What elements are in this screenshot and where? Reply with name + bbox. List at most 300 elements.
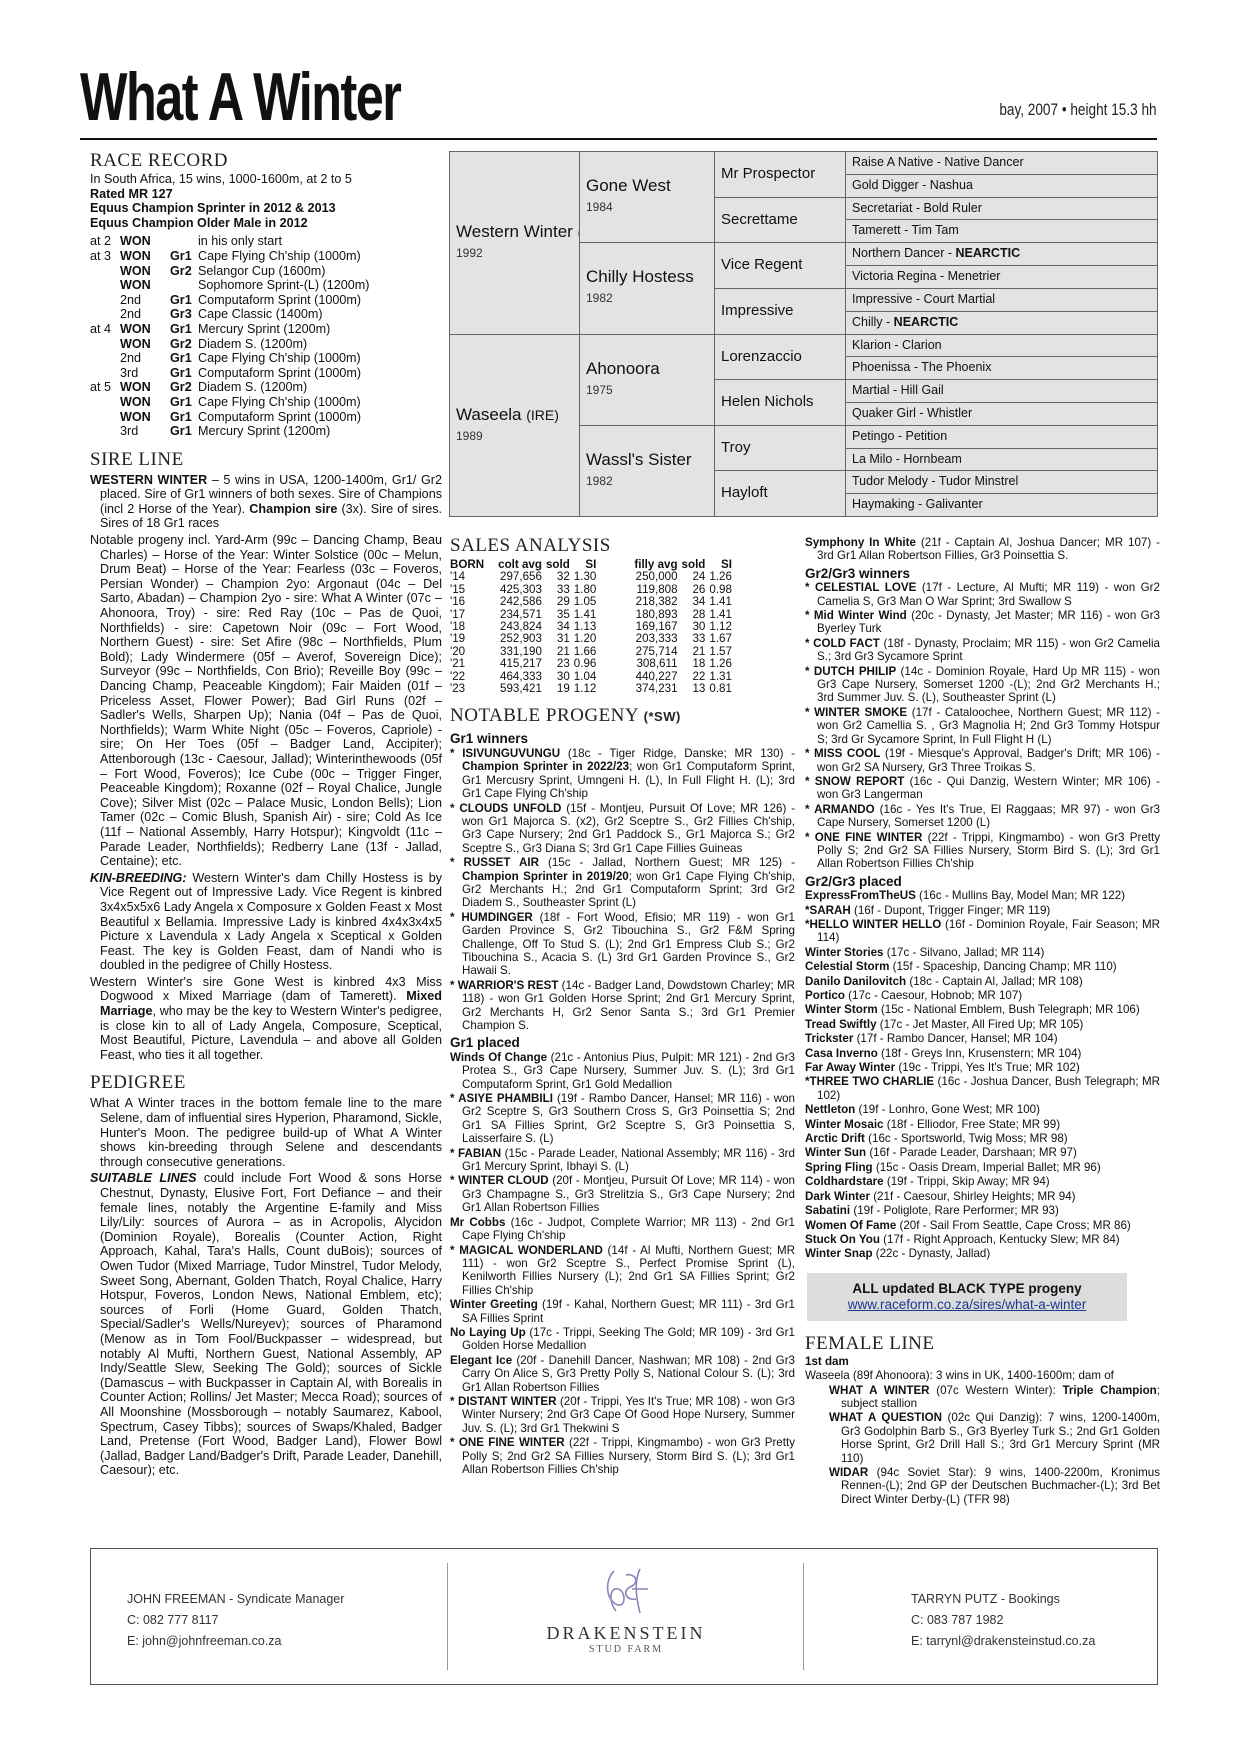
horse-cross: Raise A Native - Native Dancer xyxy=(852,155,1024,169)
horse-details: (19f - Trippi, Skip Away; MR 94) xyxy=(883,1175,1050,1189)
race-result: WON xyxy=(120,321,151,336)
horse-details: (19f - Miesque's Approval, Badger's Drift; MR 106) - won Gr2 SA Nursery, Gr3 Three Troikas S. xyxy=(817,747,1161,774)
race-age xyxy=(90,307,120,322)
race-name: Mercury Sprint (1200m) xyxy=(198,424,331,439)
horse-name: * WARRIOR'S REST xyxy=(450,978,559,992)
progeny-entry xyxy=(450,1092,795,1146)
horse-name: * ASIYE PHAMBILI xyxy=(450,1092,553,1106)
horse-cross: Gold Digger - Nashua xyxy=(852,177,973,192)
sales-cell: 28 xyxy=(692,607,706,621)
pedigree-g4 xyxy=(845,425,1158,449)
suitable-lines-paragraph: SUITABLE LINES could include Fort Wood & sons Horse Chestnut, Dynasty, Elusive Fort, Fort Defiance – and their female lines, notably the Argentine E-family and Miss Lily/Lily: sources of Aurora – as in Acropolis, Alycidon (Dominion Royale), Borealis (Counter Action, Right Approach, Kahal, Tara's Halls, Count duBois); sources of Owen Tudor (Mixed Marriage, Tudor Minstrel, Tudor Melody, Sweet Song, Abernant, Golden Thatch, Royal Chalice, Harry Hotspur, Foveros, London News, National Emblem, etc); sources of Forli (Home Guard, Golden Thatch, Special/Sadler's Wells/Nureyev); sources of Pharamond (Menow as in Tom Fool/Buckpasser – widespread, but notably Al Mufti, Northern Guest, National Assembly, AP Indy/Seattle Slew, Seeking The Gold); sources of Sickle (Damascus – with Buckpasser in Captain Al, with Borealis in Counter Action; Rollins/ Jet Master; Mecca Road); sources of All Moonshine (Mossborough – notably Saumarez, Kabool, Spectrum, Casey Tibbs); sources of Swaps/Khaled, Badger Land, Pretense (Fort Wood, Badger Land), Flower Bowl (Jallad, Badger Land/Badger's Drift, Parade Leader, Danehill, Caesour); etc. xyxy=(90,1171,442,1478)
horse-details: (16f - Parade Leader, Darshaan; MR 97) xyxy=(866,1146,1077,1160)
sales-cell: 21 xyxy=(556,644,570,658)
horse-details: (16c - Mullins Bay, Model Man; MR 122) xyxy=(915,889,1126,903)
horse-cross: La Milo - Hornbeam xyxy=(852,451,962,466)
sales-cell: 32 xyxy=(556,570,570,584)
contact-phone[interactable]: C: 083 787 1982 xyxy=(911,1613,1004,1627)
progeny-entry xyxy=(805,989,1160,1002)
contact-email[interactable]: E: john@johnfreeman.co.za xyxy=(127,1634,282,1648)
horse-honour: Triple Champion xyxy=(1062,1383,1157,1397)
horse-name: * COLD FACT xyxy=(805,636,880,650)
race-record-row xyxy=(90,380,374,395)
horse-name: WHAT A QUESTION xyxy=(829,1411,942,1425)
progeny-entry xyxy=(805,775,1160,802)
horse-country: (IRE) xyxy=(526,406,559,423)
progeny-entry xyxy=(805,1190,1160,1203)
sire-name: WESTERN WINTER xyxy=(90,472,208,487)
sales-cell: 31 xyxy=(556,632,570,646)
pedigree-g2 xyxy=(579,242,715,334)
progeny-entry xyxy=(805,946,1160,959)
progeny-entry xyxy=(805,1003,1160,1016)
race-grade: Gr3 xyxy=(170,307,192,322)
horse-name: Arctic Drift xyxy=(805,1132,865,1146)
progeny-entry xyxy=(829,1411,1160,1465)
horse-name: Stuck On You xyxy=(805,1232,880,1246)
race-result: 2nd xyxy=(120,292,142,307)
horse-cross: Tudor Melody - Tudor Minstrel xyxy=(852,474,1019,489)
sales-cell: 1.80 xyxy=(573,582,597,596)
horse-name: * DUTCH PHILIP xyxy=(805,664,897,678)
horse-name: *HELLO WINTER HELLO xyxy=(805,917,942,931)
sales-row xyxy=(450,633,736,645)
pedigree-g4 xyxy=(845,288,1158,312)
sire-line-heading: SIRE LINE xyxy=(90,448,184,470)
brand-name: DRAKENSTEIN xyxy=(546,1623,706,1643)
race-record-row xyxy=(90,424,374,439)
horse-name: Ahonoora xyxy=(586,358,660,378)
sales-cell: 218,382 xyxy=(635,595,678,609)
race-name: Cape Flying Ch'ship (1000m) xyxy=(198,394,361,409)
horse-details: (19f - Rambo Dancer, Hansel; MR 116) - won Gr2 Sceptre S, Gr3 Southern Cross S, Gr3 Poinsettia S; 2nd Gr1 SA Fillies Sprint, Gr2 Sceptre S, Gr3 Poinsettia S, Laisserfaire S. (L) xyxy=(462,1092,795,1146)
horse-name: Spring Fling xyxy=(805,1160,873,1174)
sales-cell: 1.41 xyxy=(573,607,597,621)
sales-cell: 1.66 xyxy=(573,644,597,658)
horse-name: Hayloft xyxy=(721,484,768,502)
gr23-placed-list xyxy=(805,889,1160,1261)
horse-details: (19f - Poliglote, Rare Performer; MR 93) xyxy=(850,1204,1059,1218)
contact-phone[interactable]: C: 082 777 8117 xyxy=(127,1613,219,1627)
sales-cell: '17 xyxy=(450,607,466,621)
contact-name: TARRYN PUTZ - Bookings xyxy=(911,1592,1060,1606)
horse-details: (18f - Elliodor, Free State; MR 99) xyxy=(883,1117,1061,1131)
horse-details: (15f - Spaceship, Dancing Champ; MR 110) xyxy=(889,960,1117,974)
horse-name: Gone West xyxy=(586,176,671,195)
middle-column xyxy=(450,535,795,1476)
pedigree-g3 xyxy=(714,197,846,244)
horse-details: (20c - Dynasty, Jet Master; MR 116) - won Gr3 Byerley Turk xyxy=(817,609,1160,636)
progeny-entry xyxy=(450,747,795,801)
sales-cell: 308,611 xyxy=(636,657,678,671)
sales-cell: 331,190 xyxy=(500,644,542,658)
sales-header-cell: filly avg xyxy=(634,558,678,571)
progeny-entry xyxy=(450,856,795,910)
progeny-entry xyxy=(805,1103,1160,1116)
horse-details: ; subject stallion xyxy=(841,1383,1160,1410)
race-name: Computaform Sprint (1000m) xyxy=(198,292,362,307)
sales-cell: '23 xyxy=(450,682,466,696)
horse-year: 1992 xyxy=(456,246,483,260)
horse-name: Trickster xyxy=(805,1032,854,1046)
horse-details: (19f - Lonhro, Gone West; MR 100) xyxy=(855,1103,1040,1117)
gr1-winners-list xyxy=(450,747,795,1033)
sales-cell: 440,227 xyxy=(635,669,678,683)
sales-cell: 30 xyxy=(556,669,570,683)
sire-progeny-paragraph xyxy=(90,533,442,869)
horse-details: (17c - Silvano, Jallad; MR 114) xyxy=(883,945,1045,959)
sire-kinship-paragraph: Western Winter's sire Gone West is kinbred 4x3 Miss Dogwood x Mixed Marriage (dam of Tamerett). Mixed Marriage, who may be the key to Western Winter's pedigree, is close kin to all of Lady Angela, Composure, Sceptical, Most Beautiful, Picture, Lavendula – and above all Golden Feast, who ties it all together. xyxy=(90,974,442,1062)
horse-details: (17f - Rambo Dancer, Hansel; MR 104) xyxy=(853,1032,1058,1046)
page-title: What A Winter xyxy=(80,59,401,135)
pedigree-g4 xyxy=(845,402,1158,426)
horse-details: (16c - Sportsworld, Twig Moss; MR 98) xyxy=(864,1132,1068,1146)
horse-name: * HUMDINGER xyxy=(450,910,533,924)
horse-name: * RUSSET AIR xyxy=(450,856,539,870)
horse-details: (17f - Lecture, Al Mufti; MR 119) - won Gr2 Camelia S, Gr3 Man O War Sprint; 3rd Swallow S xyxy=(817,581,1160,608)
sales-cell: 425,303 xyxy=(500,582,542,596)
horse-name: Helen Nichols xyxy=(721,393,814,411)
gr23-placed-heading: Gr2/Gr3 placed xyxy=(805,873,902,889)
race-record-row xyxy=(90,234,374,249)
progeny-entry xyxy=(805,637,1160,664)
race-age xyxy=(90,395,120,410)
race-name: Computaform Sprint (1000m) xyxy=(198,365,362,380)
black-type-promo xyxy=(807,1273,1127,1321)
sales-cell: 234,571 xyxy=(500,607,542,621)
horse-name: Lorenzaccio xyxy=(721,347,802,365)
race-age: at 2 xyxy=(90,234,112,249)
horse-cross: Victoria Regina - Menetrier xyxy=(852,269,1001,284)
horse-details: (14c - Dominion Royale, Hard Up MR 115) - won Gr3 Cape Nursery, Somerset 1200 -(L); 2nd Gr2 Merchants H.; 3rd Summer Juv. S. (L), Southeaster Sprint (L) xyxy=(817,664,1160,705)
brand-subtitle: STUD FARM xyxy=(588,1644,664,1655)
horse-year: 1975 xyxy=(586,382,613,397)
horse-name: Casa Inverno xyxy=(805,1046,878,1060)
race-age xyxy=(90,351,120,366)
horse-name: * Mid Winter Wind xyxy=(805,609,907,623)
race-grade: Gr1 xyxy=(170,351,192,366)
horse-name: * FABIAN xyxy=(450,1146,502,1160)
progeny-entry xyxy=(450,802,795,856)
pedigree-table xyxy=(449,151,1157,516)
pedigree-g4 xyxy=(845,311,1158,335)
race-record-row xyxy=(90,322,374,337)
race-record-row xyxy=(90,307,374,322)
female-line-list xyxy=(805,1384,1160,1507)
horse-name: Impressive xyxy=(721,301,794,319)
horse-name: *SARAH xyxy=(805,903,851,917)
horse-details: (07c Western Winter): xyxy=(929,1383,1063,1397)
pedigree-g4 xyxy=(845,242,1158,266)
race-age xyxy=(90,424,120,439)
dsf-monogram-icon xyxy=(596,1561,656,1621)
progeny-heading: NOTABLE PROGENY (*SW) xyxy=(450,705,681,727)
progeny-entry xyxy=(805,975,1160,988)
race-record-heading: RACE RECORD xyxy=(90,150,228,171)
pedigree-g4 xyxy=(845,356,1158,380)
race-name: Diadem S. (1200m) xyxy=(198,336,308,351)
sales-cell: 275,714 xyxy=(635,644,678,658)
sales-cell: '21 xyxy=(450,657,466,671)
progeny-entry xyxy=(805,1032,1160,1045)
pedigree-g4 xyxy=(845,334,1158,358)
horse-honour: Champion Sprinter in 2022/23 xyxy=(462,760,630,774)
horse-year: 1982 xyxy=(586,291,613,306)
horse-name: * CLOUDS UNFOLD xyxy=(450,801,562,815)
progeny-entry xyxy=(805,609,1160,636)
sales-cell: 374,231 xyxy=(635,682,678,696)
gr23-winners-heading: Gr2/Gr3 winners xyxy=(805,565,911,581)
sales-cell: 1.31 xyxy=(709,669,732,683)
sales-row xyxy=(450,658,736,670)
progeny-entry xyxy=(805,1175,1160,1188)
horse-year: 1984 xyxy=(586,200,613,214)
sales-header-cell: sold xyxy=(681,558,706,571)
sales-cell: 33 xyxy=(556,582,570,596)
horse-name: Winter Sun xyxy=(805,1146,867,1160)
contact-name: JOHN FREEMAN - Syndicate Manager xyxy=(127,1592,345,1606)
horse-details: (21f - Caesour, Shirley Heights; MR 94) xyxy=(869,1189,1076,1203)
progeny-entry xyxy=(450,1354,795,1394)
race-grade: Gr2 xyxy=(170,380,192,395)
horse-details: (20f - Sail From Seattle, Cape Cross; MR 86) xyxy=(896,1218,1131,1232)
race-record-summary: In South Africa, 15 wins, 1000-1600m, at 2 to 5 xyxy=(90,172,352,186)
horse-name: Winds Of Change xyxy=(450,1050,548,1064)
pedigree-g4 xyxy=(845,197,1158,221)
horse-details: (19c - Trippi, Yes It's True; MR 102) xyxy=(895,1061,1080,1075)
title-rule xyxy=(80,138,1157,140)
horse-name: Vice Regent xyxy=(721,256,803,274)
horse-name: Women Of Fame xyxy=(805,1218,897,1232)
horse-details: ; won Gr1 Computaform Sprint, Gr1 Mercusry Sprint, Umngeni H. (L), In Full Flight H. (L); 3rd Gr1 Cape Flying Ch'ship xyxy=(462,760,795,801)
horse-details: (16c - Qui Danzig, Western Winter; MR 106) - won Gr3 Langerman xyxy=(817,774,1160,802)
progeny-entry xyxy=(805,1233,1160,1246)
horse-name: * MISS COOL xyxy=(805,747,881,761)
horse-details: (18c - Tiger Ridge, Danske; MR 130) - xyxy=(560,746,795,760)
horse-cross: Haymaking - Galivanter xyxy=(852,497,983,512)
race-result: 2nd xyxy=(120,307,142,322)
horse-name: * ISIVUNGUVUNGU xyxy=(450,746,561,760)
sales-cell: 1.26 xyxy=(709,570,732,584)
race-result: WON xyxy=(120,263,151,278)
race-result: WON xyxy=(120,278,151,293)
horse-details: (20f - Danehill Dancer, Nashwan; MR 108) - 2nd Gr3 Carry On Alice S, Gr3 Pretty Polly S, National Colour S. (L); 3rd Gr1 Allan Robertson Fillies xyxy=(462,1353,796,1394)
horse-cross: Tamerett - Tim Tam xyxy=(852,223,959,238)
horse-name: *THREE TWO CHARLIE xyxy=(805,1075,935,1089)
right-column xyxy=(805,535,1160,1506)
sales-cell: 242,586 xyxy=(500,595,542,609)
progeny-entry xyxy=(450,911,795,978)
race-result: WON xyxy=(120,394,151,409)
horse-details: (18f - Dynasty, Proclaim; MR 115) - won Gr2 Camelia S.; 3rd Gr3 Sycamore Sprint xyxy=(817,636,1160,664)
horse-name: Winter Stories xyxy=(805,945,884,959)
progeny-entry xyxy=(805,889,1160,902)
sales-cell: 464,333 xyxy=(500,669,542,683)
race-age xyxy=(90,337,120,352)
progeny-entry xyxy=(829,1466,1160,1506)
promo-title: ALL updated BLACK TYPE progeny xyxy=(852,1280,1082,1296)
sales-cell: '22 xyxy=(450,669,466,683)
footer-divider xyxy=(803,1563,804,1670)
race-result: WON xyxy=(120,409,151,424)
horse-name: Tread Swiftly xyxy=(805,1017,877,1031)
pedigree-g3 xyxy=(714,151,846,198)
sales-cell: 1.13 xyxy=(573,620,597,634)
progeny-entry xyxy=(805,1047,1160,1060)
race-result: WON xyxy=(120,380,151,395)
horse-details: (22f - Trippi, Kingmambo) - won Gr3 Pretty Polly S; 2nd Gr2 SA Fillies Nursery, Storm Bird S. (L); 3rd Gr1 Allan Robertson Fillies Ch'ship xyxy=(462,1436,795,1476)
progeny-entry xyxy=(450,1395,795,1435)
race-age xyxy=(90,278,120,293)
sales-cell: '18 xyxy=(450,620,466,634)
horse-name: Winter Storm xyxy=(805,1003,878,1017)
pedigree-horse-name xyxy=(456,405,573,425)
dam-line: Waseela (89f Ahonoora): 3 wins in UK, 1400-1600m; dam of xyxy=(805,1369,1114,1383)
pedigree-g3 xyxy=(714,334,846,381)
race-name: Cape Flying Ch'ship (1000m) xyxy=(198,248,361,263)
horse-name: No Laying Up xyxy=(450,1325,526,1339)
horse-name: * ARMANDO xyxy=(805,802,875,816)
race-grade xyxy=(170,234,198,249)
sales-header-cell: SI xyxy=(585,558,597,571)
pedigree-g3 xyxy=(714,470,846,517)
sales-row xyxy=(450,596,736,608)
race-record-table xyxy=(90,234,374,438)
horse-name: Nettleton xyxy=(805,1103,856,1117)
race-grade: Gr1 xyxy=(170,409,192,424)
horse-name: Symphony In White xyxy=(805,536,916,549)
race-result: 3rd xyxy=(120,424,139,439)
progeny-entry xyxy=(805,1018,1160,1031)
sales-cell: 30 xyxy=(692,620,706,634)
pedigree-g3 xyxy=(714,425,846,472)
horse-details: (17f - Right Approach, Kentucky Slew; MR 84) xyxy=(879,1232,1120,1246)
page-subtitle: bay, 2007 • height 15.3 hh xyxy=(999,100,1157,119)
race-age: at 4 xyxy=(90,321,112,336)
sales-cell: 29 xyxy=(556,595,570,609)
race-grade: Gr1 xyxy=(170,321,192,336)
horse-name: Wassl's Sister xyxy=(586,449,692,469)
progeny-entry xyxy=(450,1244,795,1298)
horse-details: ; won Gr1 Cape Flying Ch'ship, Gr2 Merchants H.; 2nd Gr1 Computaform Sprint; 3rd Gr2 Diadem S., Southeaster Sprint (L) xyxy=(462,869,795,910)
horse-details: (15c - Jallad, Northern Guest; MR 125) - xyxy=(539,856,795,870)
horse-details: (15f - Montjeu, Pursuit Of Love; MR 126) - won Gr1 Majorca S. (x2), Gr2 Sceptre S., Gr2 Fillies Ch'ship, Gr3 Cape Nursery; 2nd Gr1 Paddock S., Gr1 Majorca S.; Gr2 Sceptre S., Gr3 Diana S; 3rd Gr1 Cape Fillies Guineas xyxy=(462,801,795,855)
race-age xyxy=(90,264,120,279)
sales-cell: 203,333 xyxy=(635,632,678,646)
horse-details: (18f - Fort Wood, Efisio; MR 119) - won Gr1 Garden Province S, Gr2 Tibouchina S., Gr2 F&M Spring Challenge, Off To Stud S. (L); 2nd Gr1 Empress Club S.; Gr2 Tibouchina S., Acacia S. (L) 3rd Gr1 Garden Province S., Gr2 Hawaii S. xyxy=(462,910,795,978)
pedigree-g4 xyxy=(845,379,1158,403)
sales-cell: 593,421 xyxy=(500,682,542,696)
race-name: Diadem S. (1200m) xyxy=(198,380,308,395)
sales-cell: 1.26 xyxy=(709,657,732,671)
sales-cell: 1.12 xyxy=(709,620,732,634)
sales-header-cell: colt avg xyxy=(498,558,542,571)
horse-details: (15c - Oasis Dream, Imperial Ballet; MR 96) xyxy=(872,1160,1101,1174)
sire-line-ancestor: NEARCTIC xyxy=(893,314,959,329)
horse-name: Mr Prospector xyxy=(721,165,816,182)
horse-details: (15c - Parade Leader, National Assembly; MR 116) - 3rd Gr1 Mercury Sprint, Ibhayi S. (L) xyxy=(462,1146,795,1174)
horse-cross: Klarion - Clarion xyxy=(852,337,942,352)
sales-cell: 1.67 xyxy=(709,632,732,646)
progeny-entry xyxy=(805,1219,1160,1232)
first-dam-label: 1st dam xyxy=(805,1354,849,1368)
race-name: Computaform Sprint (1000m) xyxy=(198,409,362,424)
race-record-row xyxy=(90,293,374,308)
horse-name: Portico xyxy=(805,989,845,1002)
left-column xyxy=(90,150,442,1478)
sales-cell: 1.41 xyxy=(709,595,732,609)
race-record-row xyxy=(90,395,374,410)
horse-details: (16c - Joshua Dancer, Bush Telegraph; MR 102) xyxy=(817,1075,1160,1102)
sales-cell: '20 xyxy=(450,644,466,658)
sales-table xyxy=(450,559,736,695)
horse-name: Winter Snap xyxy=(805,1247,873,1261)
pedigree-g4 xyxy=(845,470,1158,494)
pedigree-horse-name xyxy=(456,222,573,242)
progeny-entry xyxy=(805,581,1160,608)
pedigree-g3 xyxy=(714,242,846,289)
contact-right xyxy=(911,1589,1095,1652)
sales-cell: 26 xyxy=(692,582,706,596)
horse-name: WHAT A WINTER xyxy=(829,1383,930,1397)
sales-cell: 19 xyxy=(556,682,570,696)
progeny-entry xyxy=(805,831,1160,871)
promo-link[interactable]: www.raceform.co.za/sires/what-a-winter xyxy=(847,1296,1087,1312)
horse-cross: Chilly - xyxy=(852,314,894,329)
sales-cell: 1.57 xyxy=(709,644,732,658)
sales-cell: 22 xyxy=(692,669,706,683)
race-record-row xyxy=(90,249,374,264)
race-grade: Gr1 xyxy=(170,292,192,307)
race-age xyxy=(90,293,120,308)
contact-email[interactable]: E: tarrynl@drakensteinstud.co.za xyxy=(911,1634,1096,1648)
horse-details: (15c - National Emblem, Bush Telegraph; MR 106) xyxy=(877,1003,1140,1017)
gr1-placed-list xyxy=(450,1051,795,1477)
progeny-entry xyxy=(805,536,1160,563)
pedigree-paragraph: What A Winter traces in the bottom female line to the mare Selene, dam of influential sires Hyperion, Pharamond, Sickle, Hunter's Moon. The pedigree build-up of What A Winter shows kin-breeding through Selene and descendants through consecutive generations. xyxy=(90,1096,442,1169)
horse-name: Chilly Hostess xyxy=(586,267,694,287)
race-result: WON xyxy=(120,248,151,263)
pedigree-g4 xyxy=(845,493,1158,517)
race-grade: Gr1 xyxy=(170,394,192,409)
horse-cross: Martial - Hill Gail xyxy=(852,383,944,398)
horse-cross: Petingo - Petition xyxy=(852,428,948,443)
race-result: 2nd xyxy=(120,351,142,366)
horse-cross: Secretariat - Bold Ruler xyxy=(852,200,982,215)
horse-name: Elegant Ice xyxy=(450,1353,513,1367)
horse-details: (17c - Jet Master, All Fired Up; MR 105) xyxy=(876,1017,1084,1031)
progeny-entry xyxy=(450,1436,795,1476)
sales-cell: 0.96 xyxy=(573,657,597,671)
sales-cell: '19 xyxy=(450,632,466,646)
horse-cross: Phoenissa - The Phoenix xyxy=(852,360,992,375)
race-name: Sophomore Sprint-(L) (1200m) xyxy=(198,278,370,293)
race-name: in his only start xyxy=(198,234,282,249)
horse-details: (16f - Dominion Royale, Fair Season; MR 114) xyxy=(817,917,1160,945)
horse-name: Sabatini xyxy=(805,1204,851,1218)
sales-cell: 35 xyxy=(556,607,570,621)
sales-cell: 1.41 xyxy=(709,607,732,621)
progeny-entry xyxy=(805,1204,1160,1217)
horse-name: Winter Greeting xyxy=(450,1298,538,1312)
progeny-entry xyxy=(805,1132,1160,1145)
pedigree-g3 xyxy=(714,379,846,426)
horse-details: (02c Qui Danzig): 7 wins, 1200-1400m, Gr3 Godolphin Barb S., Gr3 Byerley Turk S.; 2nd Gr1 Golden Horse Sprint, Gr2 Drill Hall S.; 3rd Gr1 Mercury Sprint (MR 110) xyxy=(841,1411,1161,1465)
pedigree-g3 xyxy=(714,288,846,335)
horse-details: (17f - Cataloochee, Northern Guest; MR 112) - won Gr2 Camellia S. , Gr3 Magnolia H; 2nd Gr3 Tommy Hotspur S; 3rd Gr Sycamore Sprint, In Full Flight H (L) xyxy=(817,705,1160,746)
horse-details: (14f - Al Mufti, Northern Guest; MR 111) - won Gr2 Sceptre S., Perfect Promise Sprint (L), Kenilworth Fillies Nursery (L); 2nd Gr1 SA Fillies Sprint; Gr2 Fillies Ch'ship xyxy=(462,1243,795,1297)
race-record-honour: Equus Champion Older Male in 2012 xyxy=(90,215,308,230)
